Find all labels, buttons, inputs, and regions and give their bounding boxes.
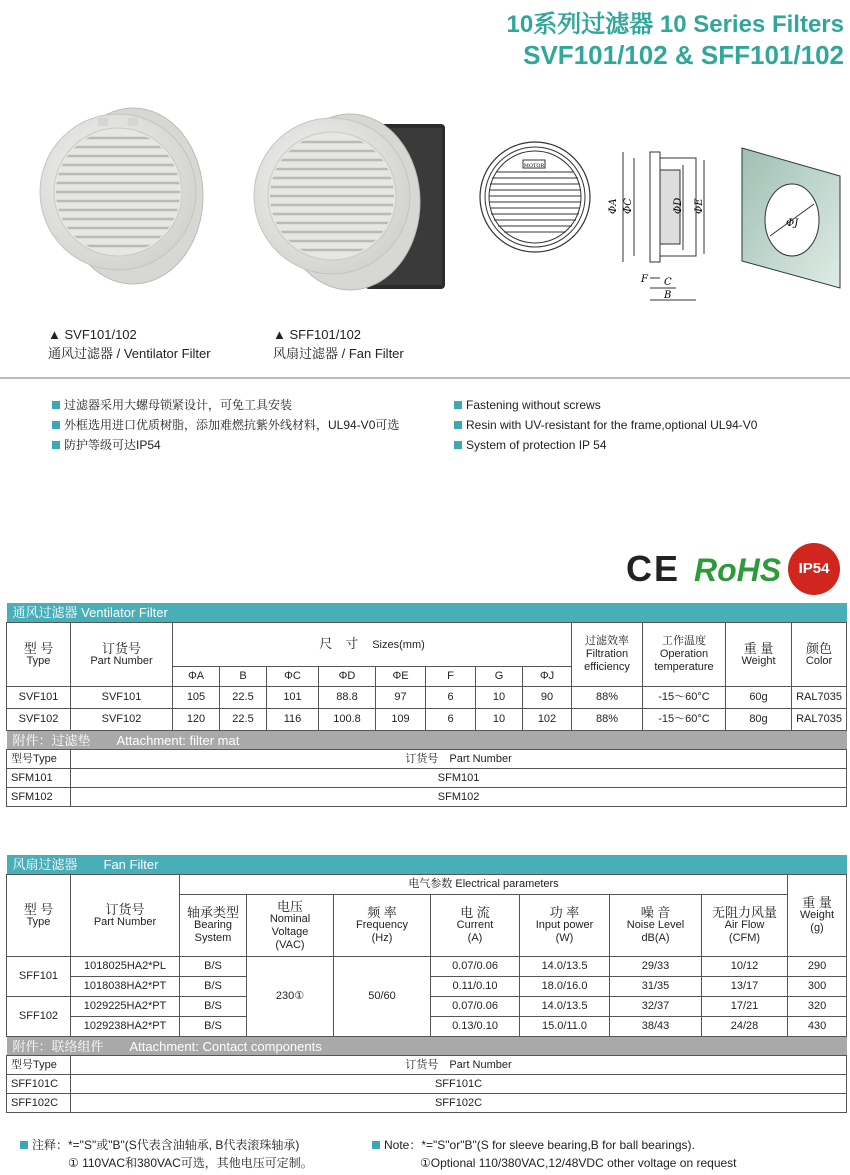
cell-dim: 88.8 — [319, 687, 376, 709]
fan-header-power — [520, 895, 610, 957]
header-line: efficiency — [584, 661, 630, 673]
header-line: Operation — [659, 648, 709, 660]
dim-label-e: ΦE — [694, 198, 705, 214]
feature-en-item — [454, 415, 757, 435]
rohs-logo: RoHS — [694, 552, 782, 588]
note-text: Note：*="S"or"B"(S for sleeve bearing,B for ball bearings). — [384, 1138, 695, 1152]
cell-part: SFF102C — [71, 1094, 847, 1113]
header-en: Type — [26, 654, 51, 667]
dim-label-c2: C — [664, 277, 672, 288]
cell-color: RAL7035 — [792, 687, 847, 709]
ventilator-section-bar: 通风过滤器 Ventilator Filter — [7, 603, 847, 623]
header-line: Nominal — [269, 912, 311, 925]
bullet-square-icon — [454, 401, 462, 409]
feature-cn-item — [52, 395, 399, 415]
cell-part: SVF102 — [71, 709, 173, 731]
cell-dim: 10 — [476, 687, 523, 709]
fan-section-bar: 风扇过滤器 Fan Filter — [7, 855, 847, 875]
header-en: Part Number — [90, 654, 153, 667]
cell-airflow: 13/17 — [702, 977, 788, 997]
table-row — [7, 709, 847, 731]
fan-header-current — [431, 895, 520, 957]
header-cn: 型 号 — [23, 640, 54, 656]
dim-header: B — [220, 667, 267, 687]
header-line: Current — [456, 919, 494, 931]
header-line: 电压 — [276, 898, 303, 914]
caption-ventilator-desc: 通风过滤器 / Ventilator Filter — [48, 346, 211, 361]
cell-part: SFM101 — [71, 769, 847, 788]
header-line: System — [194, 932, 232, 944]
fan-header-part — [71, 875, 180, 957]
dim-header: G — [476, 667, 523, 687]
dim-header: ΦC — [267, 667, 319, 687]
header-line: Noise Level — [626, 919, 685, 931]
feature-en-text: System of protection IP 54 — [466, 438, 607, 452]
page-title: 10系列过滤器 10 Series Filters — [506, 11, 844, 38]
dimension-drawing — [478, 140, 728, 310]
cell-noise: 32/37 — [610, 997, 702, 1017]
header-line: dB(A) — [641, 932, 670, 944]
cell-airflow: 24/28 — [702, 1017, 788, 1037]
header-line: Weight — [741, 654, 776, 667]
note-cn-line — [20, 1136, 313, 1154]
vent-header-weight — [726, 623, 792, 687]
feature-cn-text: 外框选用进口优质树脂，添加难燃抗紫外线材料，UL94-V0可选 — [64, 418, 400, 432]
cell-temperature: -15～60°C — [643, 709, 726, 731]
ventilator-filter-image — [38, 92, 208, 302]
note-text: 注释：*="S"或"B"(S代表含油轴承, B代表滚珠轴承) — [32, 1138, 300, 1152]
dim-label-a: ΦA — [608, 198, 619, 214]
cell-weight: 320 — [788, 997, 847, 1017]
feature-en-item — [454, 435, 757, 455]
bullet-square-icon — [52, 441, 60, 449]
cell-part: SFM102 — [71, 788, 847, 807]
cell-type: SFF101C — [7, 1075, 71, 1094]
caption-fan — [273, 325, 404, 363]
notes-cn — [20, 1136, 313, 1172]
header-line: 噪 音 — [640, 905, 671, 920]
fan-header-noise — [610, 895, 702, 957]
fan-header-electrical: 电气参数 Electrical parameters — [180, 875, 788, 895]
bullet-square-icon — [454, 421, 462, 429]
table-row — [7, 1094, 847, 1113]
note-cn-line-2: ① 110VAC和380VAC可选，其他电压可定制。 — [68, 1156, 313, 1170]
cell-part: SFF101C — [71, 1075, 847, 1094]
cell-temperature: -15～60°C — [643, 687, 726, 709]
dim-label-c: ΦC — [623, 198, 634, 214]
dim-label-d: ΦD — [673, 197, 684, 214]
header-line: Air Flow — [724, 919, 765, 931]
header-line: (VAC) — [275, 938, 305, 951]
panel-cutout-drawing — [740, 146, 845, 291]
ip54-badge: IP54 — [788, 543, 840, 595]
header-line: 过滤效率 — [585, 635, 629, 647]
cell-dim: 97 — [376, 687, 426, 709]
cell-bearing: B/S — [180, 977, 247, 997]
bullet-square-icon — [52, 401, 60, 409]
header-en: Sizes(mm) — [372, 639, 425, 651]
cell-type: SFF101 — [7, 957, 71, 997]
feature-cn-item — [52, 435, 399, 455]
vent-header-efficiency — [572, 623, 643, 687]
feature-cn-text: 过滤器采用大螺母锁紧设计，可免工具安装 — [64, 398, 293, 412]
cell-part: 1029238HA2*PT — [71, 1017, 180, 1037]
cell-dim: 116 — [267, 709, 319, 731]
att-header-type: 型号Type — [7, 1056, 71, 1075]
cell-part: SVF101 — [71, 687, 173, 709]
vent-header-color — [792, 623, 847, 687]
cell-current: 0.11/0.10 — [431, 977, 520, 997]
cell-weight: 60g — [726, 687, 792, 709]
header-line: Filtration — [585, 648, 629, 660]
header-line: 频 率 — [367, 905, 397, 920]
ventilator-filter-table — [6, 603, 847, 807]
header-line: 轴承类型 — [186, 905, 239, 920]
header-line: Input power — [535, 919, 594, 931]
dim-header: ΦA — [173, 667, 220, 687]
cell-weight: 430 — [788, 1017, 847, 1037]
table-row — [7, 957, 847, 977]
cell-power: 14.0/13.5 — [520, 957, 610, 977]
fan-filter-table — [6, 855, 847, 1113]
header-cn: 订货号 — [105, 901, 145, 917]
cell-current: 0.13/0.10 — [431, 1017, 520, 1037]
header-line: 功 率 — [549, 905, 580, 920]
cell-type: SVF102 — [7, 709, 71, 731]
dim-label-j: ΦJ — [786, 218, 799, 229]
vent-header-temperature — [643, 623, 726, 687]
cell-part: 1018038HA2*PT — [71, 977, 180, 997]
header-line: 工作温度 — [662, 635, 706, 647]
bullet-square-icon — [372, 1141, 380, 1149]
cell-type: SFM101 — [7, 769, 71, 788]
cell-bearing: B/S — [180, 957, 247, 977]
table-row — [7, 687, 847, 709]
cell-current: 0.07/0.06 — [431, 997, 520, 1017]
cell-weight: 300 — [788, 977, 847, 997]
cell-dim: 105 — [173, 687, 220, 709]
header-cn: 型 号 — [23, 901, 54, 917]
header-en: Part Number — [93, 915, 157, 928]
cell-dim: 101 — [267, 687, 319, 709]
cell-dim: 90 — [523, 687, 572, 709]
vent-header-sizes — [173, 623, 572, 667]
caption-ventilator — [48, 325, 211, 363]
cell-dim: 100.8 — [319, 709, 376, 731]
fan-filter-image — [250, 92, 450, 307]
cell-noise: 38/43 — [610, 1017, 702, 1037]
header-line: temperature — [654, 661, 714, 673]
cell-type: SFM102 — [7, 788, 71, 807]
cell-dim: 6 — [426, 687, 476, 709]
header-line: 无阻力风量 — [711, 905, 777, 920]
fan-header-frequency — [334, 895, 431, 957]
header-line: 重 量 — [802, 895, 832, 910]
header-en: Type — [26, 915, 51, 928]
cell-noise: 31/35 — [610, 977, 702, 997]
cell-type: SVF101 — [7, 687, 71, 709]
divider — [0, 377, 850, 379]
header-cn: 尺 寸 — [319, 636, 359, 651]
fan-header-weight — [788, 875, 847, 957]
caption-fan-model: ▲ SFF101/102 — [273, 327, 362, 342]
cell-dim: 120 — [173, 709, 220, 731]
header-line: (g) — [810, 922, 824, 934]
bullet-square-icon — [454, 441, 462, 449]
cell-dim: 10 — [476, 709, 523, 731]
cell-bearing: B/S — [180, 1017, 247, 1037]
cell-power: 18.0/16.0 — [520, 977, 610, 997]
note-en-line-2: ①Optional 110/380VAC,12/48VDC other voltage on request — [420, 1156, 737, 1170]
header-line: 电 流 — [460, 905, 490, 920]
fan-header-airflow — [702, 895, 788, 957]
cell-voltage: 230① — [247, 957, 334, 1037]
filter-mat-section-bar: 附件：过滤垫 Attachment: filter mat — [7, 731, 847, 750]
header-line: 颜色 — [806, 640, 833, 656]
dim-header: F — [426, 667, 476, 687]
cell-part: 1018025HA2*PL — [71, 957, 180, 977]
cell-type: SFF102 — [7, 997, 71, 1037]
feature-en-item — [454, 395, 757, 415]
cell-dim: 109 — [376, 709, 426, 731]
cell-current: 0.07/0.06 — [431, 957, 520, 977]
bullet-square-icon — [52, 421, 60, 429]
page-subtitle: SVF101/102 & SFF101/102 — [523, 40, 844, 70]
att-header-part: 订货号 Part Number — [71, 1056, 847, 1075]
fan-header-type — [7, 875, 71, 957]
header-line: Bearing — [194, 919, 232, 931]
fan-header-voltage — [247, 895, 334, 957]
header-line: 重 量 — [743, 640, 774, 656]
cell-weight: 290 — [788, 957, 847, 977]
dim-header: ΦJ — [523, 667, 572, 687]
table-row — [7, 1075, 847, 1094]
cell-dim: 22.5 — [220, 709, 267, 731]
header-line: (W) — [555, 932, 574, 944]
att-header-type: 型号Type — [7, 750, 71, 769]
features-cn-list — [52, 395, 399, 455]
note-en-line — [372, 1136, 737, 1154]
notes-en — [372, 1136, 737, 1172]
dim-header: ΦE — [376, 667, 426, 687]
fan-header-bearing — [180, 895, 247, 957]
cell-efficiency: 88% — [572, 709, 643, 731]
header-line: (CFM) — [728, 932, 761, 944]
feature-cn-text: 防护等级可达IP54 — [64, 438, 161, 452]
ce-mark-logo: CE — [626, 548, 681, 589]
header-line: Color — [805, 654, 833, 667]
dim-header: ΦD — [319, 667, 376, 687]
dim-label-b: B — [664, 290, 672, 301]
cell-dim: 102 — [523, 709, 572, 731]
cell-noise: 29/33 — [610, 957, 702, 977]
feature-en-text: Resin with UV-resistant for the frame,optional UL94-V0 — [466, 418, 758, 432]
header-line: (Hz) — [371, 932, 393, 944]
cell-power: 14.0/13.5 — [520, 997, 610, 1017]
cell-power: 15.0/11.0 — [520, 1017, 610, 1037]
feature-en-text: Fastening without screws — [466, 398, 601, 412]
contact-components-section-bar: 附件：联络组件 Attachment: Contact components — [7, 1037, 847, 1056]
features-en-list — [454, 395, 757, 455]
dim-label-f: F — [641, 274, 648, 285]
header-line: Weight — [799, 909, 835, 921]
caption-ventilator-model: ▲ SVF101/102 — [48, 327, 137, 342]
cell-frequency: 50/60 — [334, 957, 431, 1037]
drawing-motor-tag: MOTOR — [523, 163, 545, 169]
table-row — [7, 769, 847, 788]
cell-bearing: B/S — [180, 997, 247, 1017]
cell-airflow: 17/21 — [702, 997, 788, 1017]
cell-part: 1029225HA2*PT — [71, 997, 180, 1017]
vent-header-type — [7, 623, 71, 687]
cell-weight: 80g — [726, 709, 792, 731]
cell-color: RAL7035 — [792, 709, 847, 731]
feature-cn-item — [52, 415, 399, 435]
header-line: Voltage — [271, 925, 309, 938]
cell-dim: 6 — [426, 709, 476, 731]
cell-dim: 22.5 — [220, 687, 267, 709]
cell-type: SFF102C — [7, 1094, 71, 1113]
header-line: (A) — [467, 932, 483, 944]
cell-airflow: 10/12 — [702, 957, 788, 977]
cell-efficiency: 88% — [572, 687, 643, 709]
caption-fan-desc: 风扇过滤器 / Fan Filter — [273, 346, 404, 361]
bullet-square-icon — [20, 1141, 28, 1149]
att-header-part: 订货号 Part Number — [71, 750, 847, 769]
vent-header-part — [71, 623, 173, 687]
table-row — [7, 788, 847, 807]
header-line: Frequency — [356, 919, 408, 931]
header-cn: 订货号 — [101, 640, 141, 656]
